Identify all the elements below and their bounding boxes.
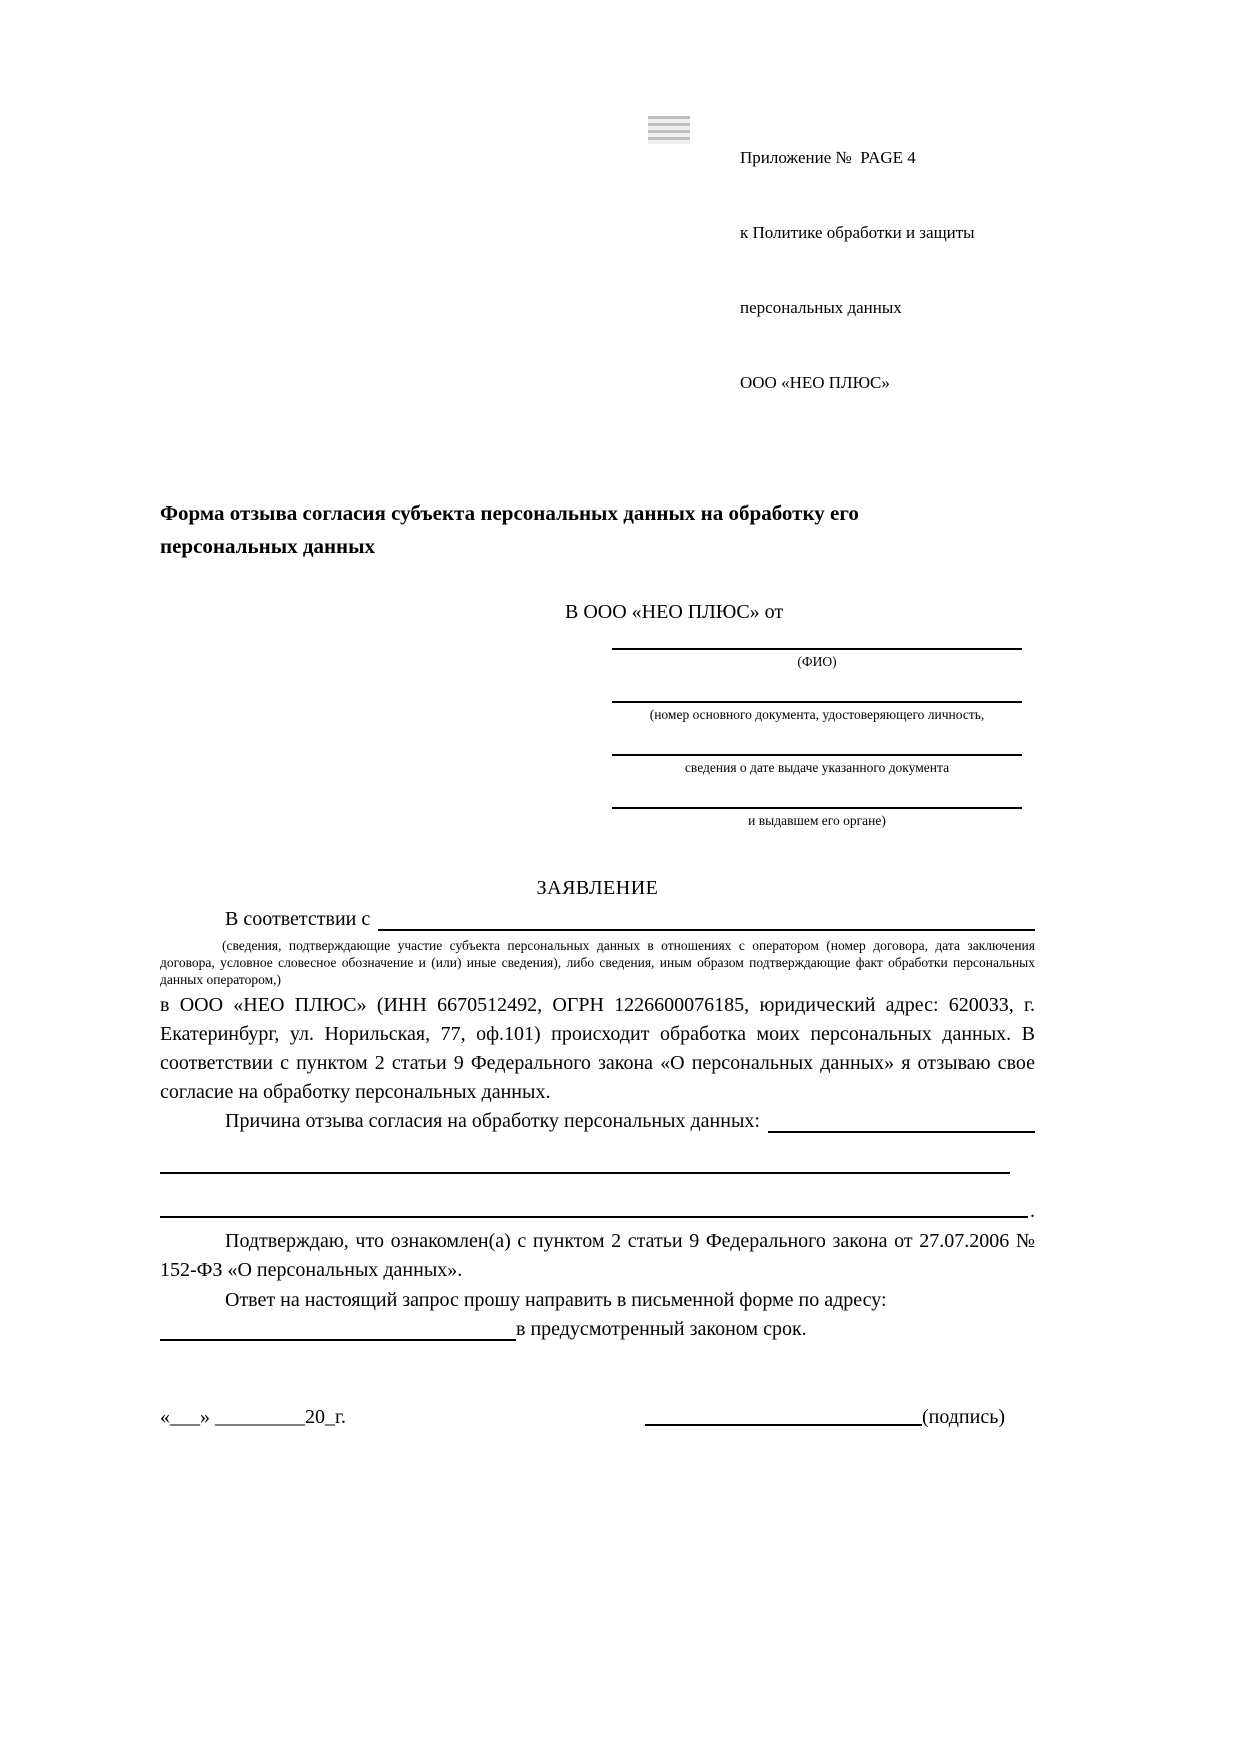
signature-blank-line: [645, 1424, 922, 1426]
appendix-header: [740, 95, 1040, 445]
addressee-to-line: В ООО «НЕО ПЛЮС» от: [565, 601, 784, 623]
fine-print-caption: (сведения, подтверждающие участие субъекта персональных данных в отношениях с оператором (номер договора, дата заключения договора, условное словесное обозначение и (или) иные сведения), либо сведения, иным образом подтверждающие факт обработки персональных данных оператором,): [160, 938, 1035, 987]
reason-label: Причина отзыва согласия на обработку персональных данных:: [225, 1110, 760, 1132]
document-number-caption: (номер основного документа, удостоверяющего личность,: [649, 707, 985, 722]
fio-field: [612, 638, 1022, 670]
intro-blank-line: [378, 929, 1035, 931]
response-request-line: Ответ на настоящий запрос прошу направить в письменной форме по адресу:: [225, 1289, 887, 1311]
statement-heading: ЗАЯВЛЕНИЕ: [536, 877, 659, 899]
blank-line-period: .: [1030, 1200, 1035, 1222]
response-address-line: [160, 1315, 1035, 1344]
document-title: [160, 497, 1035, 563]
document-title-line: персональных данных: [160, 534, 376, 558]
document-number-field: [612, 691, 1022, 723]
reason-blank-line: [768, 1131, 1035, 1133]
statement-body: в ООО «НЕО ПЛЮС» (ИНН 6670512492, ОГРН 1226600076185, юридический адрес: 620033, г. Екатеринбург, ул. Норильская, 77, оф.101) происходит обработка моих персональных данных. В соответствии с пунктом 2 статьи 9 Федерального закона «О персональных данных» я отзываю свое согласие на обработку персональных данных.: [160, 994, 1035, 1103]
header-line: Приложение № PAGE 4: [740, 148, 916, 167]
footer-row: [160, 1406, 1035, 1429]
signature-group: [645, 1406, 1005, 1429]
acknowledgement-paragraph: Подтверждаю, что ознакомлен(а) с пунктом 2 статьи 9 Федерального закона от 27.07.2006 № 152-ФЗ «О персональных данных».: [160, 1230, 1035, 1281]
intro-prefix: В соответствии с: [225, 908, 371, 930]
field-code-artifact: [648, 116, 690, 144]
issue-date-caption: сведения о дате выдаче указанного документа: [684, 760, 950, 775]
signature-caption: (подпись): [921, 1406, 1005, 1428]
issue-date-blank-line: [612, 744, 1022, 756]
reason-blank-line-3: [160, 1201, 1035, 1221]
issuing-authority-field: [612, 797, 1022, 829]
fio-blank-line: [612, 638, 1022, 650]
date-blank-line: «___» _________20_г.: [160, 1406, 346, 1428]
response-suffix: в предусмотренный законом срок.: [516, 1318, 807, 1340]
document-number-blank-line: [612, 691, 1022, 703]
document-title-line: Форма отзыва согласия субъекта персональных данных на обработку его: [160, 501, 859, 525]
issuing-authority-blank-line: [612, 797, 1022, 809]
header-line: к Политике обработки и защиты: [740, 223, 975, 242]
blank-line: [160, 1216, 1028, 1218]
header-line: ООО «НЕО ПЛЮС»: [740, 373, 890, 392]
address-blank-line: [160, 1339, 516, 1341]
reason-line: [160, 1107, 1035, 1136]
issuing-authority-caption: и выдавшем его органе): [748, 813, 886, 828]
fio-caption: (ФИО): [797, 654, 837, 669]
header-line: персональных данных: [740, 298, 902, 317]
intro-line: [160, 905, 1035, 934]
addressee-block: [565, 601, 1027, 829]
reason-blank-line-2: [160, 1172, 1010, 1174]
issue-date-field: [612, 744, 1022, 776]
